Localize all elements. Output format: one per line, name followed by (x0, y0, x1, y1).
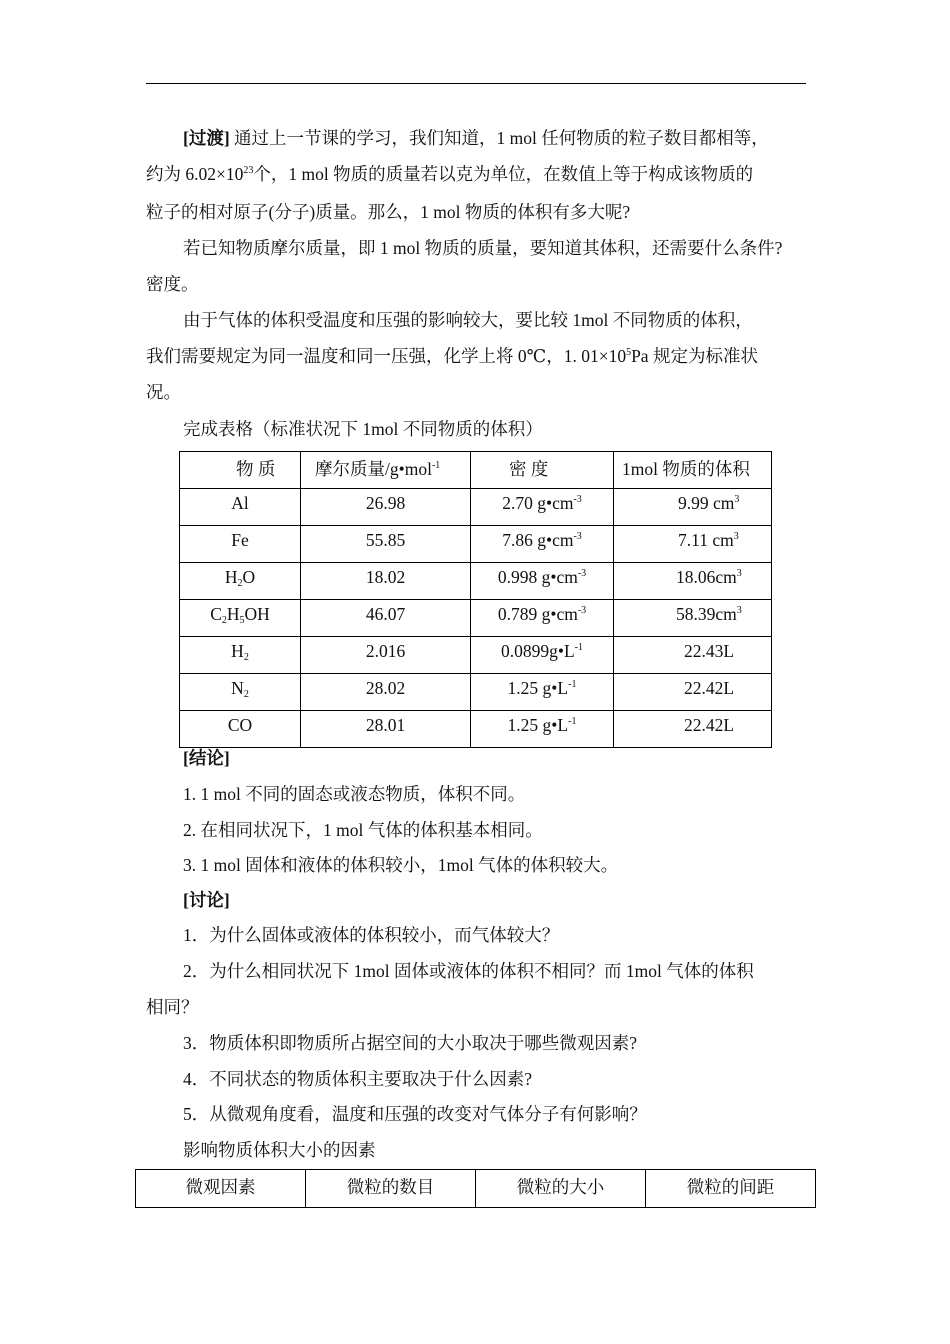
table-row: $N_2$ 28.02 1.25 $g•L^{-1}$ 22.42L (180, 674, 772, 711)
table-row: $H_2$ 2.016 $0.0899g•L^{-1}$ 22.43L (180, 637, 772, 674)
discussion-q3: 3．物质体积即物质所占据空间的大小取决于哪些微观因素? (183, 1033, 638, 1053)
para3-line-2: 我们需要规定为同一温度和同一压强，化学上将 0℃，1. $01\times 10^5Pa$ 规定为标准状 (146, 346, 758, 366)
factors-caption: 影响物质体积大小的因素 (183, 1140, 376, 1160)
header-molar-mass: 摩尔质量/g•mol$^{-1}$ (315, 459, 441, 479)
header-micro-factors: 微观因素 (185, 1177, 256, 1197)
header-density: 密 度 (509, 459, 549, 479)
factors-table (135, 1169, 816, 1208)
table-row: Fe 55.85 7.86 $g•cm^{-3}$ 7.11 $cm^3$ (180, 526, 772, 563)
discussion-q2-line-2: 相同？ (146, 997, 199, 1017)
table1-caption: 完成表格（标准状况下 1mol 不同物质的体积） (183, 419, 543, 439)
header-substance: 物 质 (236, 459, 276, 479)
header-particle-size: 微粒的大小 (516, 1177, 605, 1197)
discussion-q4: 4．不同状态的物质体积主要取决于什么因素? (183, 1069, 533, 1089)
conclusion-tag: [结论] (183, 748, 230, 768)
table-header-row (136, 1170, 816, 1208)
transition-line-1: [过渡] 通过上一节课的学习，我们知道，1 mol 任何物质的粒子数目都相等， (183, 128, 769, 148)
header-particle-number: 微粒的数目 (346, 1177, 435, 1197)
transition-tag: [过渡] (183, 128, 230, 148)
header-volume: 1mol 物质的体积 (622, 459, 750, 479)
discussion-q2-line-1: 2．为什么相同状况下 1mol 固体或液体的体积不相同？而 1mol 气体的体积 (183, 961, 754, 981)
transition-line-2: 约为 $6.02\times 10^{23}$个，1 mol 物质的质量若以克为单位，在数值上等于构成该物质的 (146, 164, 754, 184)
conclusion-item-3: 3. 1 mol 固体和液体的体积较小，1mol 气体的体积较大。 (183, 855, 619, 875)
para3-line-3: 况。 (146, 382, 181, 402)
header-rule (146, 83, 806, 84)
discussion-q5: 5．从微观角度看，温度和压强的改变对气体分子有何影响？ (183, 1104, 647, 1124)
para3-line-1: 由于气体的体积受温度和压强的影响较大，要比较 1mol 不同物质的体积， (183, 310, 753, 330)
conclusion-item-1: 1. 1 mol 不同的固态或液态物质，体积不同。 (183, 784, 526, 804)
transition-line-3: 粒子的相对原子(分子)质量。那么，1 mol 物质的体积有多大呢? (146, 202, 631, 222)
para2-line-1: 若已知物质摩尔质量，即 1 mol 物质的质量，要知道其体积，还需要什么条件? (183, 238, 783, 258)
discussion-tag: [讨论] (183, 890, 230, 910)
para2-line-2: 密度。 (146, 274, 199, 294)
discussion-q1: 1．为什么固体或液体的体积较小，而气体较大？ (183, 925, 560, 945)
table-row: $C_2H_5OH$ 46.07 0.789 $g•cm^{-3}$ $58.39cm^3$ (180, 600, 772, 637)
conclusion-item-2: 2. 在相同状况下，1 mol 气体的体积基本相同。 (183, 820, 543, 840)
table-row: Al 26.98 2.70 $g•cm^{-3}$ 9.99 $cm^3$ (180, 489, 772, 526)
table-row: CO 28.01 1.25 $g•L^{-1}$ 22.42L (180, 711, 772, 748)
table-header-row (180, 452, 772, 489)
molar-volume-table (179, 451, 772, 748)
table-row: $H_2O$ 18.02 0.998 $g•cm^{-3}$ $18.06cm^3$ (180, 563, 772, 600)
header-particle-spacing: 微粒的间距 (686, 1177, 775, 1197)
